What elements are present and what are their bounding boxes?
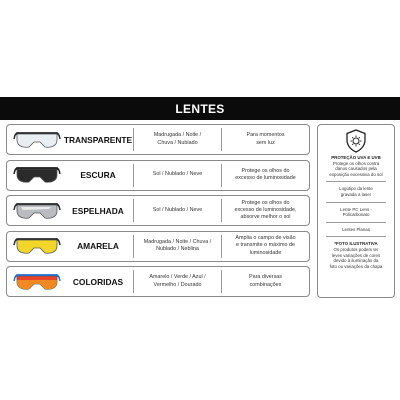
pc-lens-text-line: Lente PC Lens - bbox=[340, 206, 372, 212]
lens-conditions bbox=[134, 132, 221, 146]
frame-arm-left bbox=[14, 206, 15, 210]
lens-description bbox=[222, 200, 309, 222]
description-line: sem luz bbox=[256, 139, 275, 146]
description-line: Protege os olhos do bbox=[241, 167, 290, 174]
lens-description bbox=[222, 235, 309, 257]
lens-description bbox=[222, 274, 309, 288]
description-line: excesso de luminosidade bbox=[235, 175, 296, 181]
lens-conditions bbox=[134, 274, 221, 288]
divider bbox=[326, 222, 386, 223]
lens-name: ESPELHADA bbox=[72, 205, 124, 216]
lens-shape bbox=[17, 134, 57, 147]
frame-arm-left bbox=[14, 277, 15, 281]
description-line: e transmite o máximo de bbox=[235, 242, 296, 249]
divider bbox=[326, 202, 386, 203]
lens-name: AMARELA bbox=[77, 241, 119, 251]
description-line: Para momentos bbox=[246, 132, 285, 139]
uv-text-line: exposição excessiva do sol bbox=[329, 171, 383, 177]
lens-row bbox=[6, 124, 310, 155]
logo-text-line: Logotipo da lente bbox=[339, 186, 373, 192]
uv-text-line: danos causados pela bbox=[335, 166, 377, 172]
description-line: Amplia o campo de visão bbox=[235, 235, 296, 242]
frame-arm-left bbox=[14, 241, 15, 245]
divider bbox=[326, 236, 386, 237]
description-line: Protege os olhos do bbox=[241, 199, 290, 206]
description-line: Para diversas bbox=[249, 274, 282, 281]
pc-lens-text-line: Policarbonato bbox=[342, 212, 370, 218]
description-line: combinações bbox=[249, 281, 282, 288]
divider bbox=[326, 181, 386, 182]
condition-line: Madrugada / Noite / Chuva / bbox=[143, 238, 212, 245]
lens-description bbox=[222, 132, 309, 146]
lens-shape bbox=[17, 169, 57, 182]
sunglasses-icon bbox=[11, 164, 63, 186]
sunglasses-icon bbox=[11, 129, 63, 151]
foto-text-line: Os produtos podem ter bbox=[333, 246, 379, 252]
frame-arm-right bbox=[59, 170, 60, 174]
lentes-banner bbox=[0, 97, 400, 120]
sunglasses-icon bbox=[11, 200, 63, 222]
condition-line: Chuva / Nublado bbox=[157, 139, 198, 146]
lens-row bbox=[6, 266, 310, 297]
sunglasses-icon bbox=[11, 271, 63, 293]
banner-title: LENTES bbox=[175, 101, 225, 116]
sunglasses-icon bbox=[11, 235, 63, 257]
condition-line: Amarelo / Verde / Azul / bbox=[149, 274, 206, 281]
lens-name: COLORIDAS bbox=[72, 276, 124, 287]
uv-title: PROTEÇÃO UVA E UVB bbox=[331, 155, 381, 160]
lens-row bbox=[6, 231, 310, 262]
foto-text-line: devido à iluminação da bbox=[333, 258, 379, 264]
lens-name: TRANSPARENTE bbox=[63, 134, 133, 145]
lens-description bbox=[222, 168, 309, 182]
lens-gradient bbox=[17, 280, 57, 289]
frame-arm-right bbox=[59, 241, 60, 245]
foto-text-line: leves variações de cores bbox=[331, 252, 381, 258]
lens-conditions bbox=[134, 171, 221, 178]
condition-line: Nublado / Neblina bbox=[156, 246, 199, 252]
description-line: absorve melhor o sol bbox=[240, 214, 291, 221]
lens-shape bbox=[17, 240, 57, 253]
frame-arm-right bbox=[59, 135, 60, 139]
frame-arm-left bbox=[14, 135, 15, 139]
foto-text-line: foto ou variações da chapa bbox=[329, 263, 383, 269]
description-line: excesso de luminosidade, bbox=[234, 206, 297, 213]
lens-shape bbox=[17, 205, 57, 218]
frame-arm-left bbox=[14, 170, 15, 174]
lens-conditions bbox=[134, 239, 221, 253]
frame-arm-right bbox=[59, 277, 60, 281]
flat-lens-text-line: Lentes Planas bbox=[342, 226, 370, 232]
lens-row bbox=[6, 160, 310, 191]
lens-table bbox=[6, 124, 310, 302]
logo-text-line: gravada a laser bbox=[340, 191, 372, 197]
lens-conditions bbox=[134, 207, 221, 214]
foto-text-line: *FOTO ILUSTRATIVA bbox=[334, 241, 378, 247]
condition-line: Vermelho / Dourado bbox=[153, 281, 202, 288]
features-panel bbox=[317, 124, 395, 298]
lens-name: ESCURA bbox=[80, 170, 116, 180]
condition-line: Sol / Nublado / Neve bbox=[152, 171, 203, 178]
uv-text-line: Protege os olhos contra bbox=[332, 160, 380, 166]
shield-sun-icon bbox=[345, 129, 367, 153]
description-line: luminosidade bbox=[249, 249, 282, 256]
frame-arm-right bbox=[59, 206, 60, 210]
condition-line: Madrugada / Noite / bbox=[153, 132, 202, 139]
lens-row bbox=[6, 195, 310, 226]
condition-line: Sol / Nublado / Neve bbox=[152, 206, 203, 213]
